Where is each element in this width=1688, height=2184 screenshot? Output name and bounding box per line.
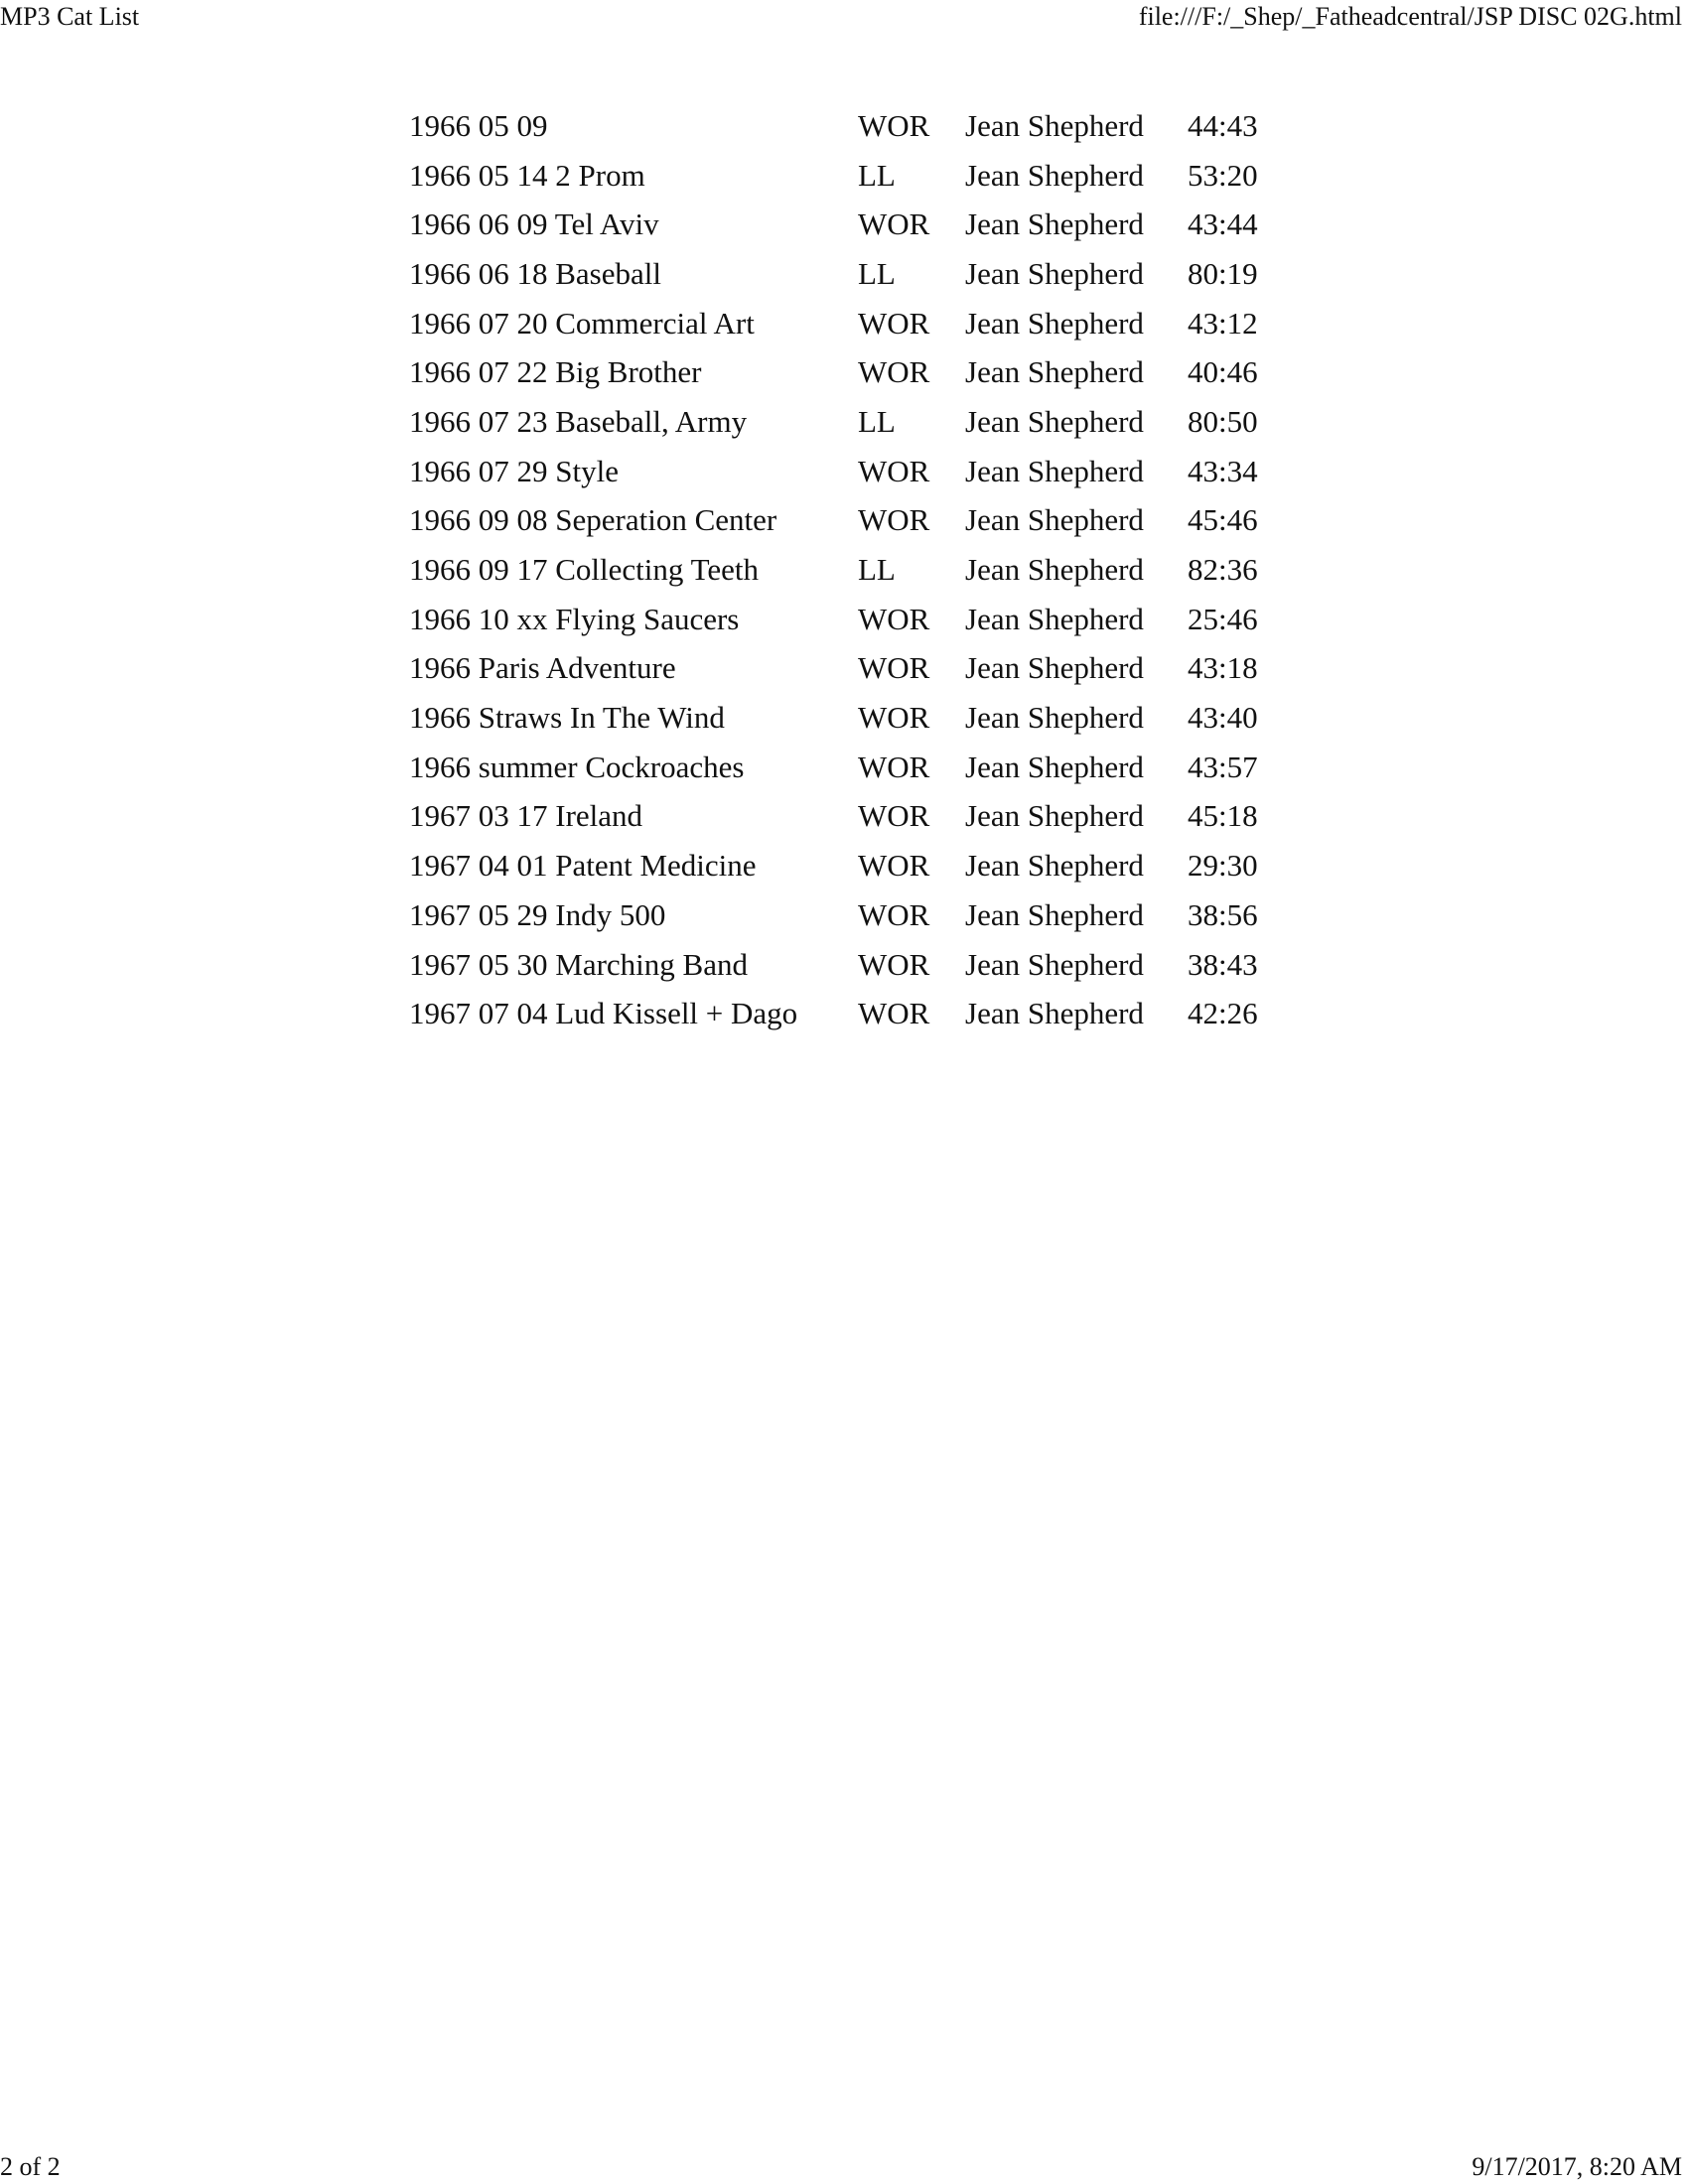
host-name: Jean Shepherd: [965, 453, 1144, 488]
table-row: [409, 397, 1277, 447]
episode-title: 1966 07 20 Commercial Art: [409, 305, 755, 341]
station-code: WOR: [858, 305, 930, 341]
table-row: [409, 693, 1277, 743]
station-code: WOR: [858, 354, 930, 390]
episode-title: 1966 07 22 Big Brother: [409, 354, 702, 390]
host-name: Jean Shepherd: [965, 354, 1144, 390]
episode-title: 1967 05 29 Indy 500: [409, 896, 666, 932]
table-row: [409, 989, 1277, 1038]
episode-title: 1966 Paris Adventure: [409, 650, 676, 686]
host-name: Jean Shepherd: [965, 255, 1144, 291]
episode-title: 1966 06 09 Tel Aviv: [409, 206, 659, 242]
station-code: WOR: [858, 650, 930, 686]
episode-title: 1966 Straws In The Wind: [409, 700, 725, 736]
duration: 38:56: [1188, 896, 1258, 932]
print-datetime: 9/17/2017, 8:20 AM: [1472, 2152, 1682, 2181]
episode-title: 1966 07 23 Baseball, Army: [409, 403, 748, 439]
table-row: [409, 792, 1277, 842]
duration: 25:46: [1188, 601, 1258, 636]
host-name: Jean Shepherd: [965, 896, 1144, 932]
host-name: Jean Shepherd: [965, 157, 1144, 193]
host-name: Jean Shepherd: [965, 848, 1144, 884]
duration: 43:44: [1188, 206, 1258, 242]
table-row: [409, 841, 1277, 890]
duration: 38:43: [1188, 946, 1258, 982]
episode-title: 1966 10 xx Flying Saucers: [409, 601, 740, 636]
table-row: [409, 101, 1277, 151]
station-code: WOR: [858, 700, 930, 736]
host-name: Jean Shepherd: [965, 206, 1144, 242]
table-row: [409, 249, 1277, 299]
episode-title: 1967 03 17 Ireland: [409, 798, 643, 834]
duration: 43:18: [1188, 650, 1258, 686]
duration: 43:34: [1188, 453, 1258, 488]
host-name: Jean Shepherd: [965, 601, 1144, 636]
duration: 45:18: [1188, 798, 1258, 834]
episode-title: 1967 07 04 Lud Kissell + Dago: [409, 996, 798, 1031]
station-code: LL: [858, 403, 896, 439]
duration: 80:19: [1188, 255, 1258, 291]
host-name: Jean Shepherd: [965, 650, 1144, 686]
episode-title: 1966 09 17 Collecting Teeth: [409, 552, 759, 588]
table-row: [409, 644, 1277, 694]
table-row: [409, 595, 1277, 644]
host-name: Jean Shepherd: [965, 552, 1144, 588]
table-row: [409, 447, 1277, 496]
station-code: WOR: [858, 749, 930, 784]
table-row: [409, 545, 1277, 595]
episode-title: 1966 05 09: [409, 107, 548, 143]
host-name: Jean Shepherd: [965, 946, 1144, 982]
table-row: [409, 940, 1277, 990]
table-row: [409, 347, 1277, 397]
table-row: [409, 151, 1277, 201]
host-name: Jean Shepherd: [965, 996, 1144, 1031]
page-number: 2 of 2: [0, 2152, 61, 2181]
duration: 80:50: [1188, 403, 1258, 439]
host-name: Jean Shepherd: [965, 305, 1144, 341]
duration: 53:20: [1188, 157, 1258, 193]
station-code: WOR: [858, 107, 930, 143]
catalog-table: [409, 101, 1277, 1038]
station-code: WOR: [858, 946, 930, 982]
station-code: WOR: [858, 798, 930, 834]
episode-title: 1966 summer Cockroaches: [409, 749, 745, 784]
station-code: WOR: [858, 996, 930, 1031]
table-row: [409, 743, 1277, 792]
host-name: Jean Shepherd: [965, 502, 1144, 538]
table-row: [409, 496, 1277, 546]
host-name: Jean Shepherd: [965, 700, 1144, 736]
table-row: [409, 200, 1277, 249]
duration: 29:30: [1188, 848, 1258, 884]
episode-title: 1967 05 30 Marching Band: [409, 946, 748, 982]
station-code: WOR: [858, 453, 930, 488]
duration: 43:40: [1188, 700, 1258, 736]
episode-title: 1966 06 18 Baseball: [409, 255, 661, 291]
host-name: Jean Shepherd: [965, 749, 1144, 784]
episode-title: 1966 09 08 Seperation Center: [409, 502, 777, 538]
host-name: Jean Shepherd: [965, 107, 1144, 143]
duration: 43:57: [1188, 749, 1258, 784]
station-code: WOR: [858, 601, 930, 636]
station-code: WOR: [858, 502, 930, 538]
station-code: WOR: [858, 206, 930, 242]
page-title: MP3 Cat List: [0, 2, 140, 31]
station-code: WOR: [858, 896, 930, 932]
duration: 44:43: [1188, 107, 1258, 143]
station-code: LL: [858, 255, 896, 291]
episode-title: 1966 07 29 Style: [409, 453, 619, 488]
station-code: LL: [858, 157, 896, 193]
host-name: Jean Shepherd: [965, 403, 1144, 439]
episode-title: 1966 05 14 2 Prom: [409, 157, 645, 193]
table-row: [409, 299, 1277, 348]
duration: 82:36: [1188, 552, 1258, 588]
duration: 45:46: [1188, 502, 1258, 538]
station-code: LL: [858, 552, 896, 588]
duration: 43:12: [1188, 305, 1258, 341]
station-code: WOR: [858, 848, 930, 884]
page-url: file:///F:/_Shep/_Fatheadcentral/JSP DISC 02G.html: [1138, 2, 1682, 31]
catalog-body: [409, 101, 1277, 1038]
duration: 40:46: [1188, 354, 1258, 390]
duration: 42:26: [1188, 996, 1258, 1031]
host-name: Jean Shepherd: [965, 798, 1144, 834]
episode-title: 1967 04 01 Patent Medicine: [409, 848, 757, 884]
table-row: [409, 890, 1277, 940]
